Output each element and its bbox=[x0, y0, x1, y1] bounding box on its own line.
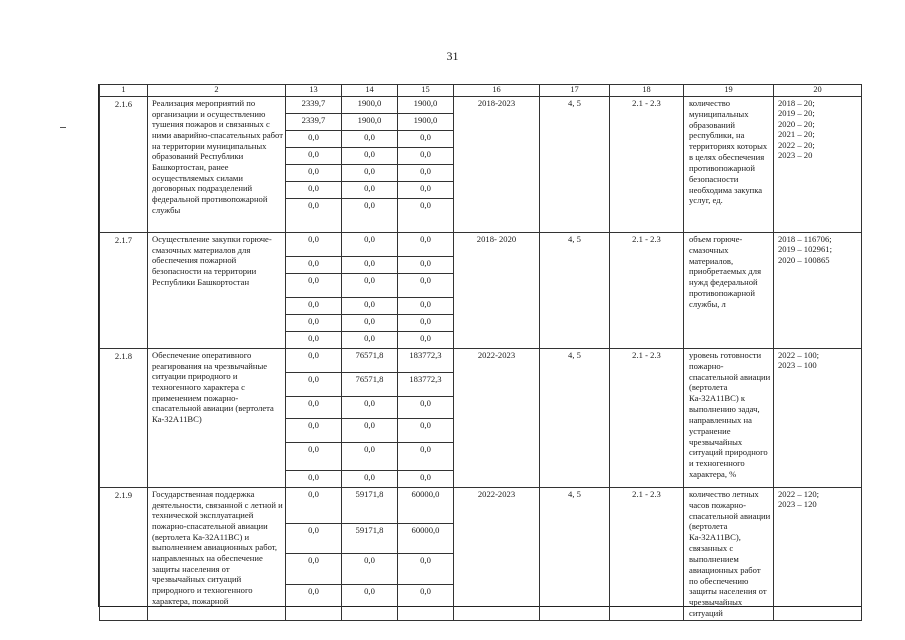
column-17-value: 4, 5 bbox=[540, 349, 610, 488]
scan-mark bbox=[60, 127, 66, 128]
amount-cell: 183772,3 bbox=[398, 349, 454, 373]
amount-cell: 76571,8 bbox=[342, 349, 398, 373]
target-value-line: 2022 – 100; bbox=[778, 350, 820, 360]
target-value-line: 2020 – 20; bbox=[778, 118, 815, 129]
implementation-period: 2022-2023 bbox=[454, 488, 540, 621]
table-row bbox=[100, 349, 862, 373]
amount-cell: 0,0 bbox=[286, 315, 342, 332]
header-cell: 20 bbox=[774, 85, 862, 97]
header-cell: 1 bbox=[100, 85, 148, 97]
amount-cell: 0,0 bbox=[286, 554, 342, 584]
amount-cell: 0,0 bbox=[398, 257, 454, 274]
amount-cell: 0,0 bbox=[398, 332, 454, 349]
amount-cell: 0,0 bbox=[342, 199, 398, 233]
table-row bbox=[100, 97, 862, 114]
amount-cell: 0,0 bbox=[286, 332, 342, 349]
amount-cell: 59171,8 bbox=[342, 524, 398, 554]
header-row bbox=[100, 85, 862, 97]
column-18-value: 2.1 - 2.3 bbox=[610, 233, 684, 349]
target-values bbox=[774, 233, 862, 349]
column-18-value: 2.1 - 2.3 bbox=[610, 97, 684, 233]
target-value-line: 2020 – 100865 bbox=[778, 254, 830, 265]
amount-cell: 0,0 bbox=[398, 274, 454, 298]
column-17-value: 4, 5 bbox=[540, 97, 610, 233]
target-values bbox=[774, 349, 862, 488]
indicator-description: количество муниципальных образований республики, на территориях которых в целях обеспечения противопожарной безопасности необходима закупка услуг, ед. bbox=[684, 97, 774, 233]
amount-cell: 0,0 bbox=[342, 148, 398, 165]
header-cell: 19 bbox=[684, 85, 774, 97]
amount-cell: 0,0 bbox=[286, 488, 342, 524]
target-value-line: 2022 – 120; bbox=[778, 489, 820, 499]
amount-cell: 0,0 bbox=[286, 165, 342, 182]
table-row bbox=[100, 233, 862, 257]
amount-cell: 0,0 bbox=[342, 315, 398, 332]
item-number: 2.1.8 bbox=[100, 349, 148, 488]
amount-cell: 2339,7 bbox=[286, 97, 342, 114]
document-table-frame bbox=[98, 84, 862, 619]
amount-cell: 0,0 bbox=[286, 397, 342, 419]
amount-cell: 0,0 bbox=[342, 397, 398, 419]
amount-cell: 0,0 bbox=[342, 584, 398, 620]
amount-cell: 0,0 bbox=[398, 298, 454, 315]
amount-cell: 0,0 bbox=[286, 131, 342, 148]
amount-cell: 1900,0 bbox=[398, 97, 454, 114]
target-value-line: 2023 – 20 bbox=[778, 150, 813, 161]
amount-cell: 0,0 bbox=[398, 199, 454, 233]
target-value-line: 2023 – 100 bbox=[778, 360, 817, 371]
amount-cell: 183772,3 bbox=[398, 373, 454, 397]
table-row bbox=[100, 488, 862, 524]
item-number: 2.1.7 bbox=[100, 233, 148, 349]
header-cell: 17 bbox=[540, 85, 610, 97]
amount-cell: 76571,8 bbox=[342, 373, 398, 397]
target-value-line: 2019 – 102961; bbox=[778, 244, 832, 255]
target-value-line: 2018 – 20; bbox=[778, 98, 815, 108]
amount-cell: 0,0 bbox=[342, 182, 398, 199]
header-cell: 18 bbox=[610, 85, 684, 97]
amount-cell: 0,0 bbox=[286, 182, 342, 199]
target-value-line: 2018 – 116706; bbox=[778, 234, 832, 244]
amount-cell: 0,0 bbox=[398, 182, 454, 199]
indicator-description: количество летных часов пожарно-спасательной авиации (вертолета Ка-32А11ВС), связанных с выполнением авиационных работ по обеспечению защиты населения от чрезвычайных ситуаций bbox=[684, 488, 774, 621]
amount-cell: 0,0 bbox=[286, 298, 342, 315]
amount-cell: 0,0 bbox=[342, 554, 398, 584]
amount-cell: 1900,0 bbox=[342, 97, 398, 114]
amount-cell: 0,0 bbox=[342, 233, 398, 257]
indicator-description: уровень готовности пожарно-спасательной авиации (вертолета Ка-32А11ВС) к выполнению задач, направленных на устранение чрезвычайных ситуаций природного и техногенного характера, % bbox=[684, 349, 774, 488]
measure-description: Осуществление закупки горюче-смазочных материалов для обеспечения пожарной безопасности на территории Республики Башкортостан bbox=[148, 233, 286, 349]
measures-table bbox=[99, 84, 862, 621]
indicator-description: объем горюче-смазочных материалов, приобретаемых для нужд федеральной противопожарной службы, л bbox=[684, 233, 774, 349]
target-values bbox=[774, 488, 862, 621]
measure-description: Реализация мероприятий по организации и осуществлению тушения пожаров и связанных с ними аварийно-спасательных работ на территории муниципальных образований Республики Башкортостан, ранее осуществляемых силами договорных подразделений федеральной противопожарной службы bbox=[148, 97, 286, 233]
amount-cell: 0,0 bbox=[286, 233, 342, 257]
item-number: 2.1.6 bbox=[100, 97, 148, 233]
amount-cell: 0,0 bbox=[286, 274, 342, 298]
item-number: 2.1.9 bbox=[100, 488, 148, 621]
header-cell: 15 bbox=[398, 85, 454, 97]
amount-cell: 0,0 bbox=[286, 349, 342, 373]
page-number: 31 bbox=[446, 49, 459, 63]
amount-cell: 0,0 bbox=[286, 443, 342, 471]
amount-cell: 0,0 bbox=[286, 584, 342, 620]
amount-cell: 0,0 bbox=[398, 233, 454, 257]
amount-cell: 60000,0 bbox=[398, 524, 454, 554]
amount-cell: 0,0 bbox=[398, 131, 454, 148]
implementation-period: 2022-2023 bbox=[454, 349, 540, 488]
amount-cell: 0,0 bbox=[286, 257, 342, 274]
amount-cell: 0,0 bbox=[398, 315, 454, 332]
amount-cell: 0,0 bbox=[342, 471, 398, 488]
header-cell: 2 bbox=[148, 85, 286, 97]
amount-cell: 0,0 bbox=[286, 148, 342, 165]
column-17-value: 4, 5 bbox=[540, 233, 610, 349]
amount-cell: 0,0 bbox=[398, 471, 454, 488]
amount-cell: 0,0 bbox=[398, 397, 454, 419]
target-values bbox=[774, 97, 862, 233]
header-cell: 16 bbox=[454, 85, 540, 97]
amount-cell: 0,0 bbox=[342, 274, 398, 298]
amount-cell: 1900,0 bbox=[342, 114, 398, 131]
implementation-period: 2018- 2020 bbox=[454, 233, 540, 349]
amount-cell: 0,0 bbox=[342, 332, 398, 349]
amount-cell: 0,0 bbox=[286, 524, 342, 554]
amount-cell: 0,0 bbox=[286, 199, 342, 233]
amount-cell: 1900,0 bbox=[398, 114, 454, 131]
amount-cell: 0,0 bbox=[286, 419, 342, 443]
amount-cell: 0,0 bbox=[398, 554, 454, 584]
amount-cell: 0,0 bbox=[398, 148, 454, 165]
target-value-line: 2019 – 20; bbox=[778, 108, 815, 119]
amount-cell: 0,0 bbox=[398, 419, 454, 443]
amount-cell: 0,0 bbox=[342, 165, 398, 182]
target-value-line: 2021 – 20; bbox=[778, 129, 815, 140]
header-cell: 13 bbox=[286, 85, 342, 97]
amount-cell: 0,0 bbox=[398, 165, 454, 182]
amount-cell: 0,0 bbox=[342, 443, 398, 471]
column-18-value: 2.1 - 2.3 bbox=[610, 488, 684, 621]
amount-cell: 0,0 bbox=[342, 419, 398, 443]
implementation-period: 2018-2023 bbox=[454, 97, 540, 233]
target-value-line: 2023 – 120 bbox=[778, 499, 817, 510]
amount-cell: 0,0 bbox=[342, 131, 398, 148]
amount-cell: 0,0 bbox=[342, 298, 398, 315]
column-18-value: 2.1 - 2.3 bbox=[610, 349, 684, 488]
amount-cell: 0,0 bbox=[398, 443, 454, 471]
amount-cell: 0,0 bbox=[286, 471, 342, 488]
header-cell: 14 bbox=[342, 85, 398, 97]
measure-description: Государственная поддержка деятельности, связанной с летной и технической эксплуатацией пожарно-спасательной авиации (вертолета Ка-32А11ВС) и выполнением авиационных работ, направленных на обеспечение защиты населения от чрезвычайных ситуаций природного и техногенного характера, пожарной bbox=[148, 488, 286, 621]
amount-cell: 0,0 bbox=[286, 373, 342, 397]
amount-cell: 60000,0 bbox=[398, 488, 454, 524]
measure-description: Обеспечение оперативного реагирования на чрезвычайные ситуации природного и техногенного характера с применением пожарно-спасательной авиации (вертолета Ка-32А11ВС) bbox=[148, 349, 286, 488]
target-value-line: 2022 – 20; bbox=[778, 139, 815, 150]
amount-cell: 2339,7 bbox=[286, 114, 342, 131]
column-17-value: 4, 5 bbox=[540, 488, 610, 621]
amount-cell: 0,0 bbox=[342, 257, 398, 274]
amount-cell: 0,0 bbox=[398, 584, 454, 620]
amount-cell: 59171,8 bbox=[342, 488, 398, 524]
